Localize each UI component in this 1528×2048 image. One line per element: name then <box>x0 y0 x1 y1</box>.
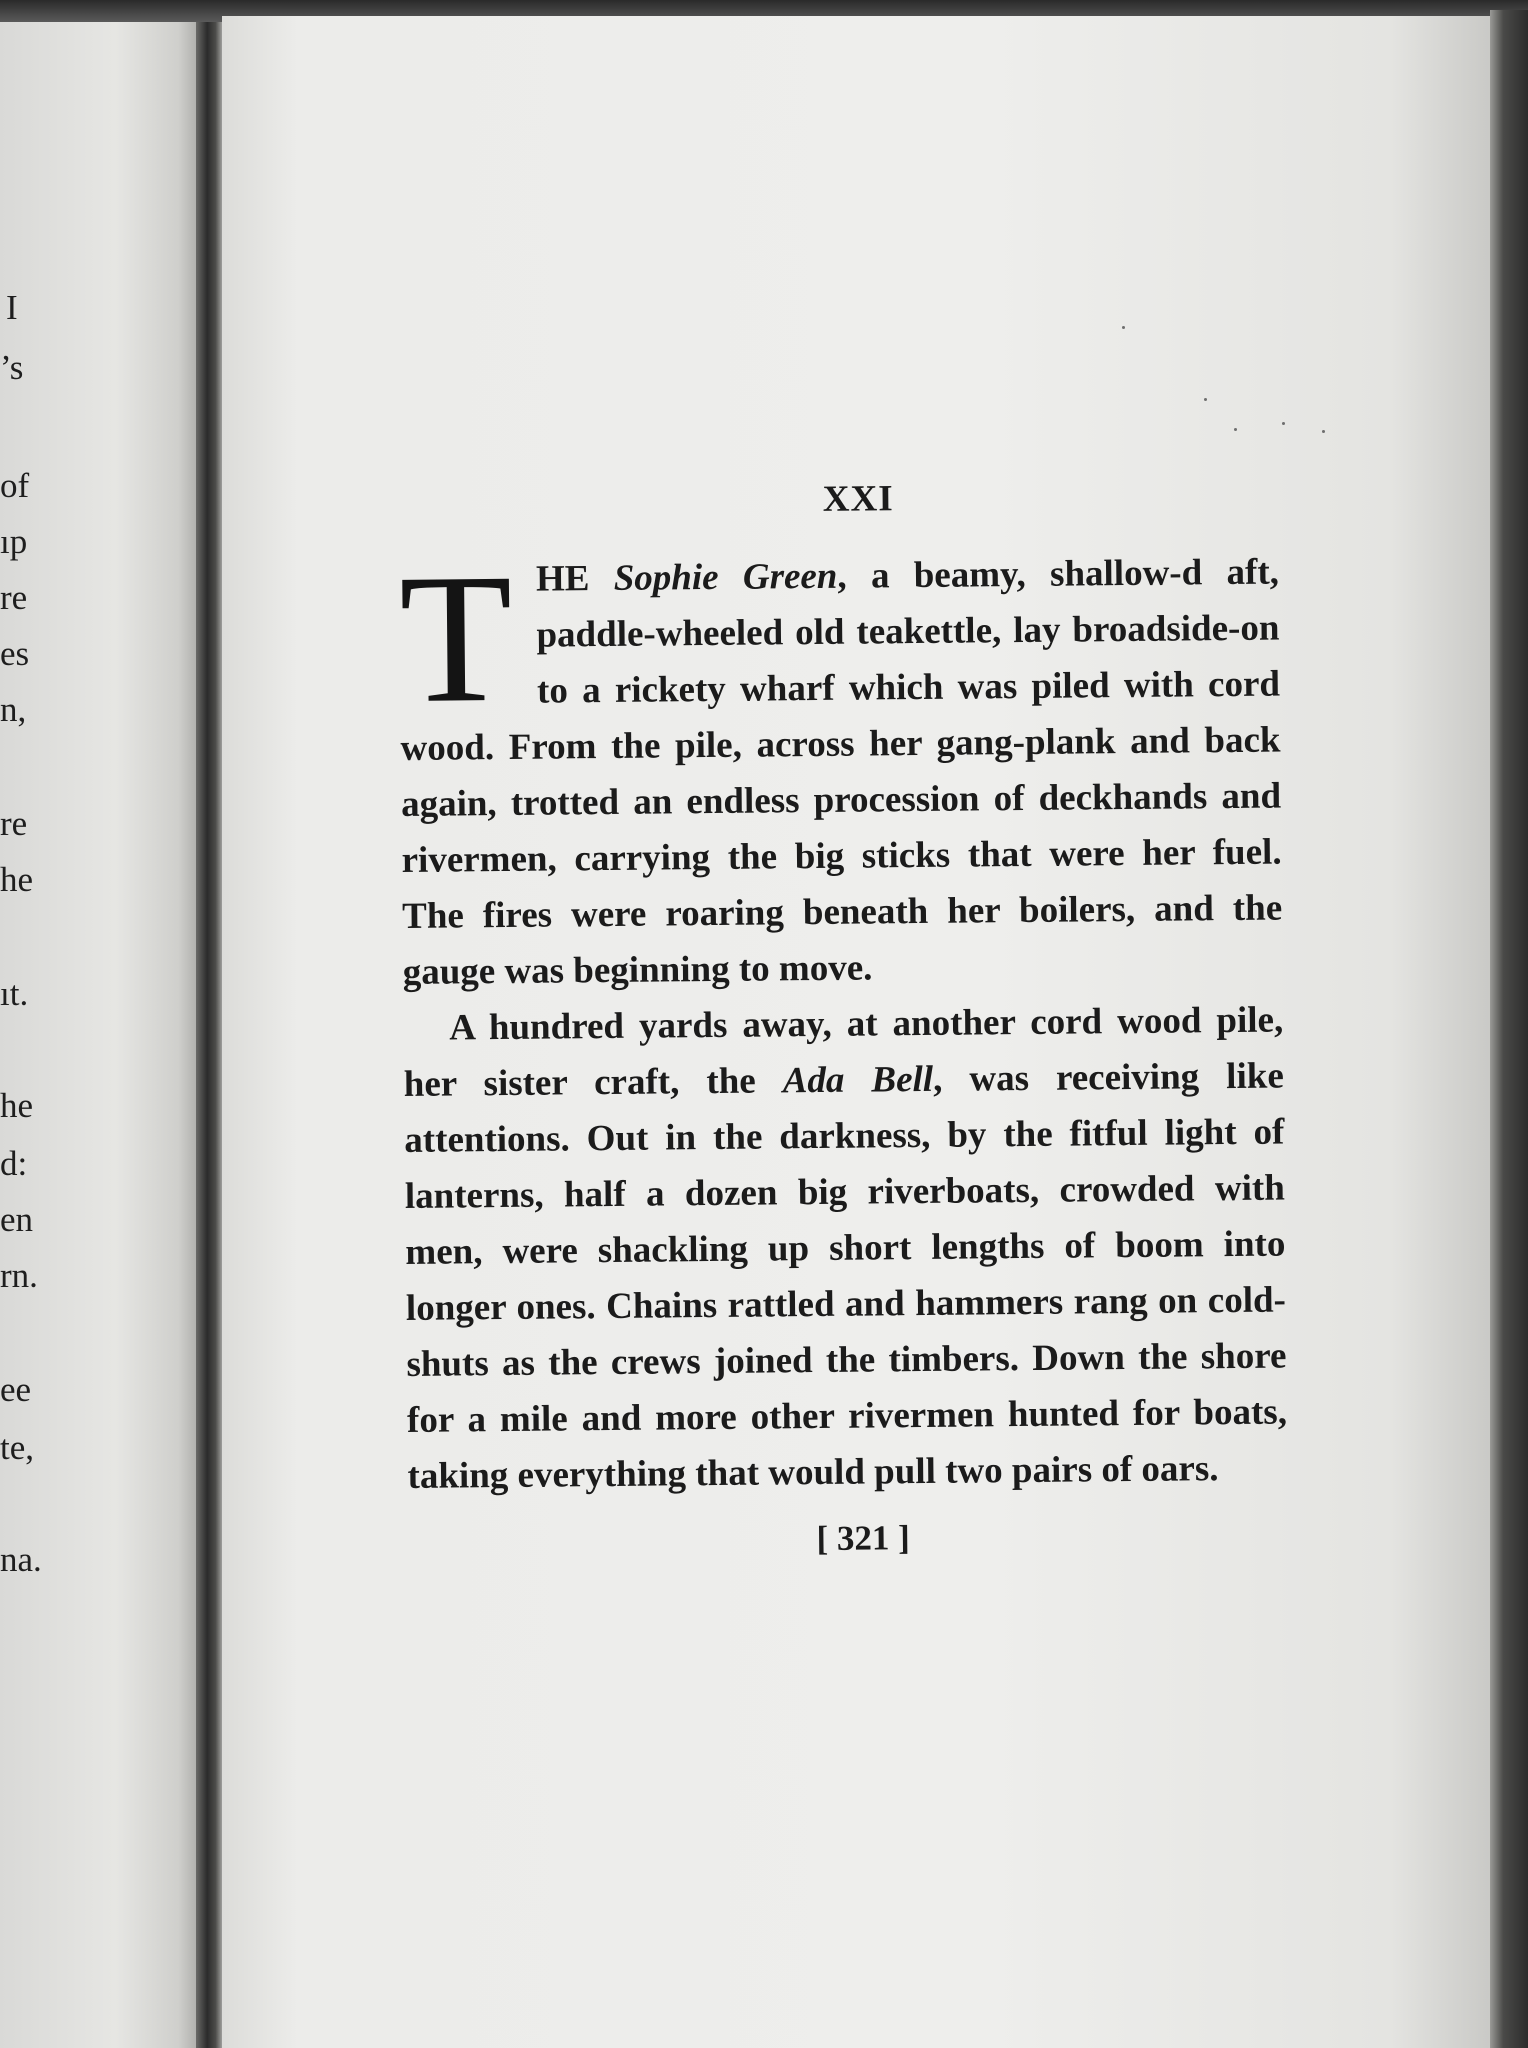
left-page-line-fragment: ıt. <box>0 974 29 1013</box>
left-page-line-fragment: he <box>0 860 34 899</box>
left-page-line-fragment: of <box>0 466 30 505</box>
left-page-line-fragment: es <box>0 634 30 673</box>
left-page-line-fragment: I <box>6 288 18 327</box>
paragraph-2 <box>403 993 1288 1505</box>
left-page-line-fragment: ’s <box>0 348 24 387</box>
left-page-line-fragment: te, <box>0 1428 35 1467</box>
paragraph-1-text: , a beamy, shallow-d aft, paddle-wheeled old teakettle, lay broadside-on to a rickety wharf which was piled with cord wood. From the pile, across her gang-plank and back again, trotted an endless procession of deckhands and rivermen, carrying the big sticks that were her fuel. The fires were roaring beneath her boilers, and the gauge was beginning to move. <box>400 551 1283 993</box>
book-fore-edge <box>1490 10 1528 2048</box>
left-page <box>0 22 210 2048</box>
paragraph-1-lead: HE <box>535 557 614 600</box>
left-page-line-fragment: en <box>0 1200 34 1239</box>
paper-speck <box>1234 428 1237 431</box>
left-page-line-fragment: na. <box>0 1540 42 1579</box>
left-page-line-fragment: ee <box>0 1370 32 1409</box>
ship-name-sophie-green: Sophie Green <box>613 555 838 599</box>
paper-speck <box>1122 326 1125 329</box>
left-page-line-fragment: rn. <box>0 1256 38 1295</box>
paper-speck <box>1282 422 1285 425</box>
paragraph-2-after: , was receiving like attentions. Out in the darkness, by the fitful light of lanterns, half a dozen big riverboats, crowded with men, were shackling up short lengths of boom into longer ones. Chains rattled and hammers rang on cold-shuts as the crews joined the timbers. Down the shore for a mile and more other rivermen hunted for boats, taking everything that would pull two pairs of oars. <box>404 1055 1288 1497</box>
drop-cap: T <box>398 535 514 742</box>
paragraph-1 <box>398 535 1283 1001</box>
book-gutter <box>196 22 224 2048</box>
ship-name-ada-bell: Ada Bell <box>782 1058 934 1102</box>
paper-speck <box>1322 430 1325 433</box>
left-page-line-fragment: ıp <box>0 522 28 561</box>
chapter-content <box>398 474 1288 1563</box>
page-number: [ 321 ] <box>816 1518 911 1559</box>
chapter-number: XXI <box>822 478 894 520</box>
left-page-line-fragment: re <box>0 578 28 617</box>
left-page-line-fragment: n, <box>0 690 27 729</box>
paragraph-2-before: A hundred yards away, at another cord wood pile, her sister craft, the <box>403 999 1284 1105</box>
left-page-line-fragment: d: <box>0 1144 28 1183</box>
left-page-line-fragment: he <box>0 1086 34 1125</box>
paper-speck <box>1204 398 1207 401</box>
left-page-line-fragment: re <box>0 804 28 843</box>
